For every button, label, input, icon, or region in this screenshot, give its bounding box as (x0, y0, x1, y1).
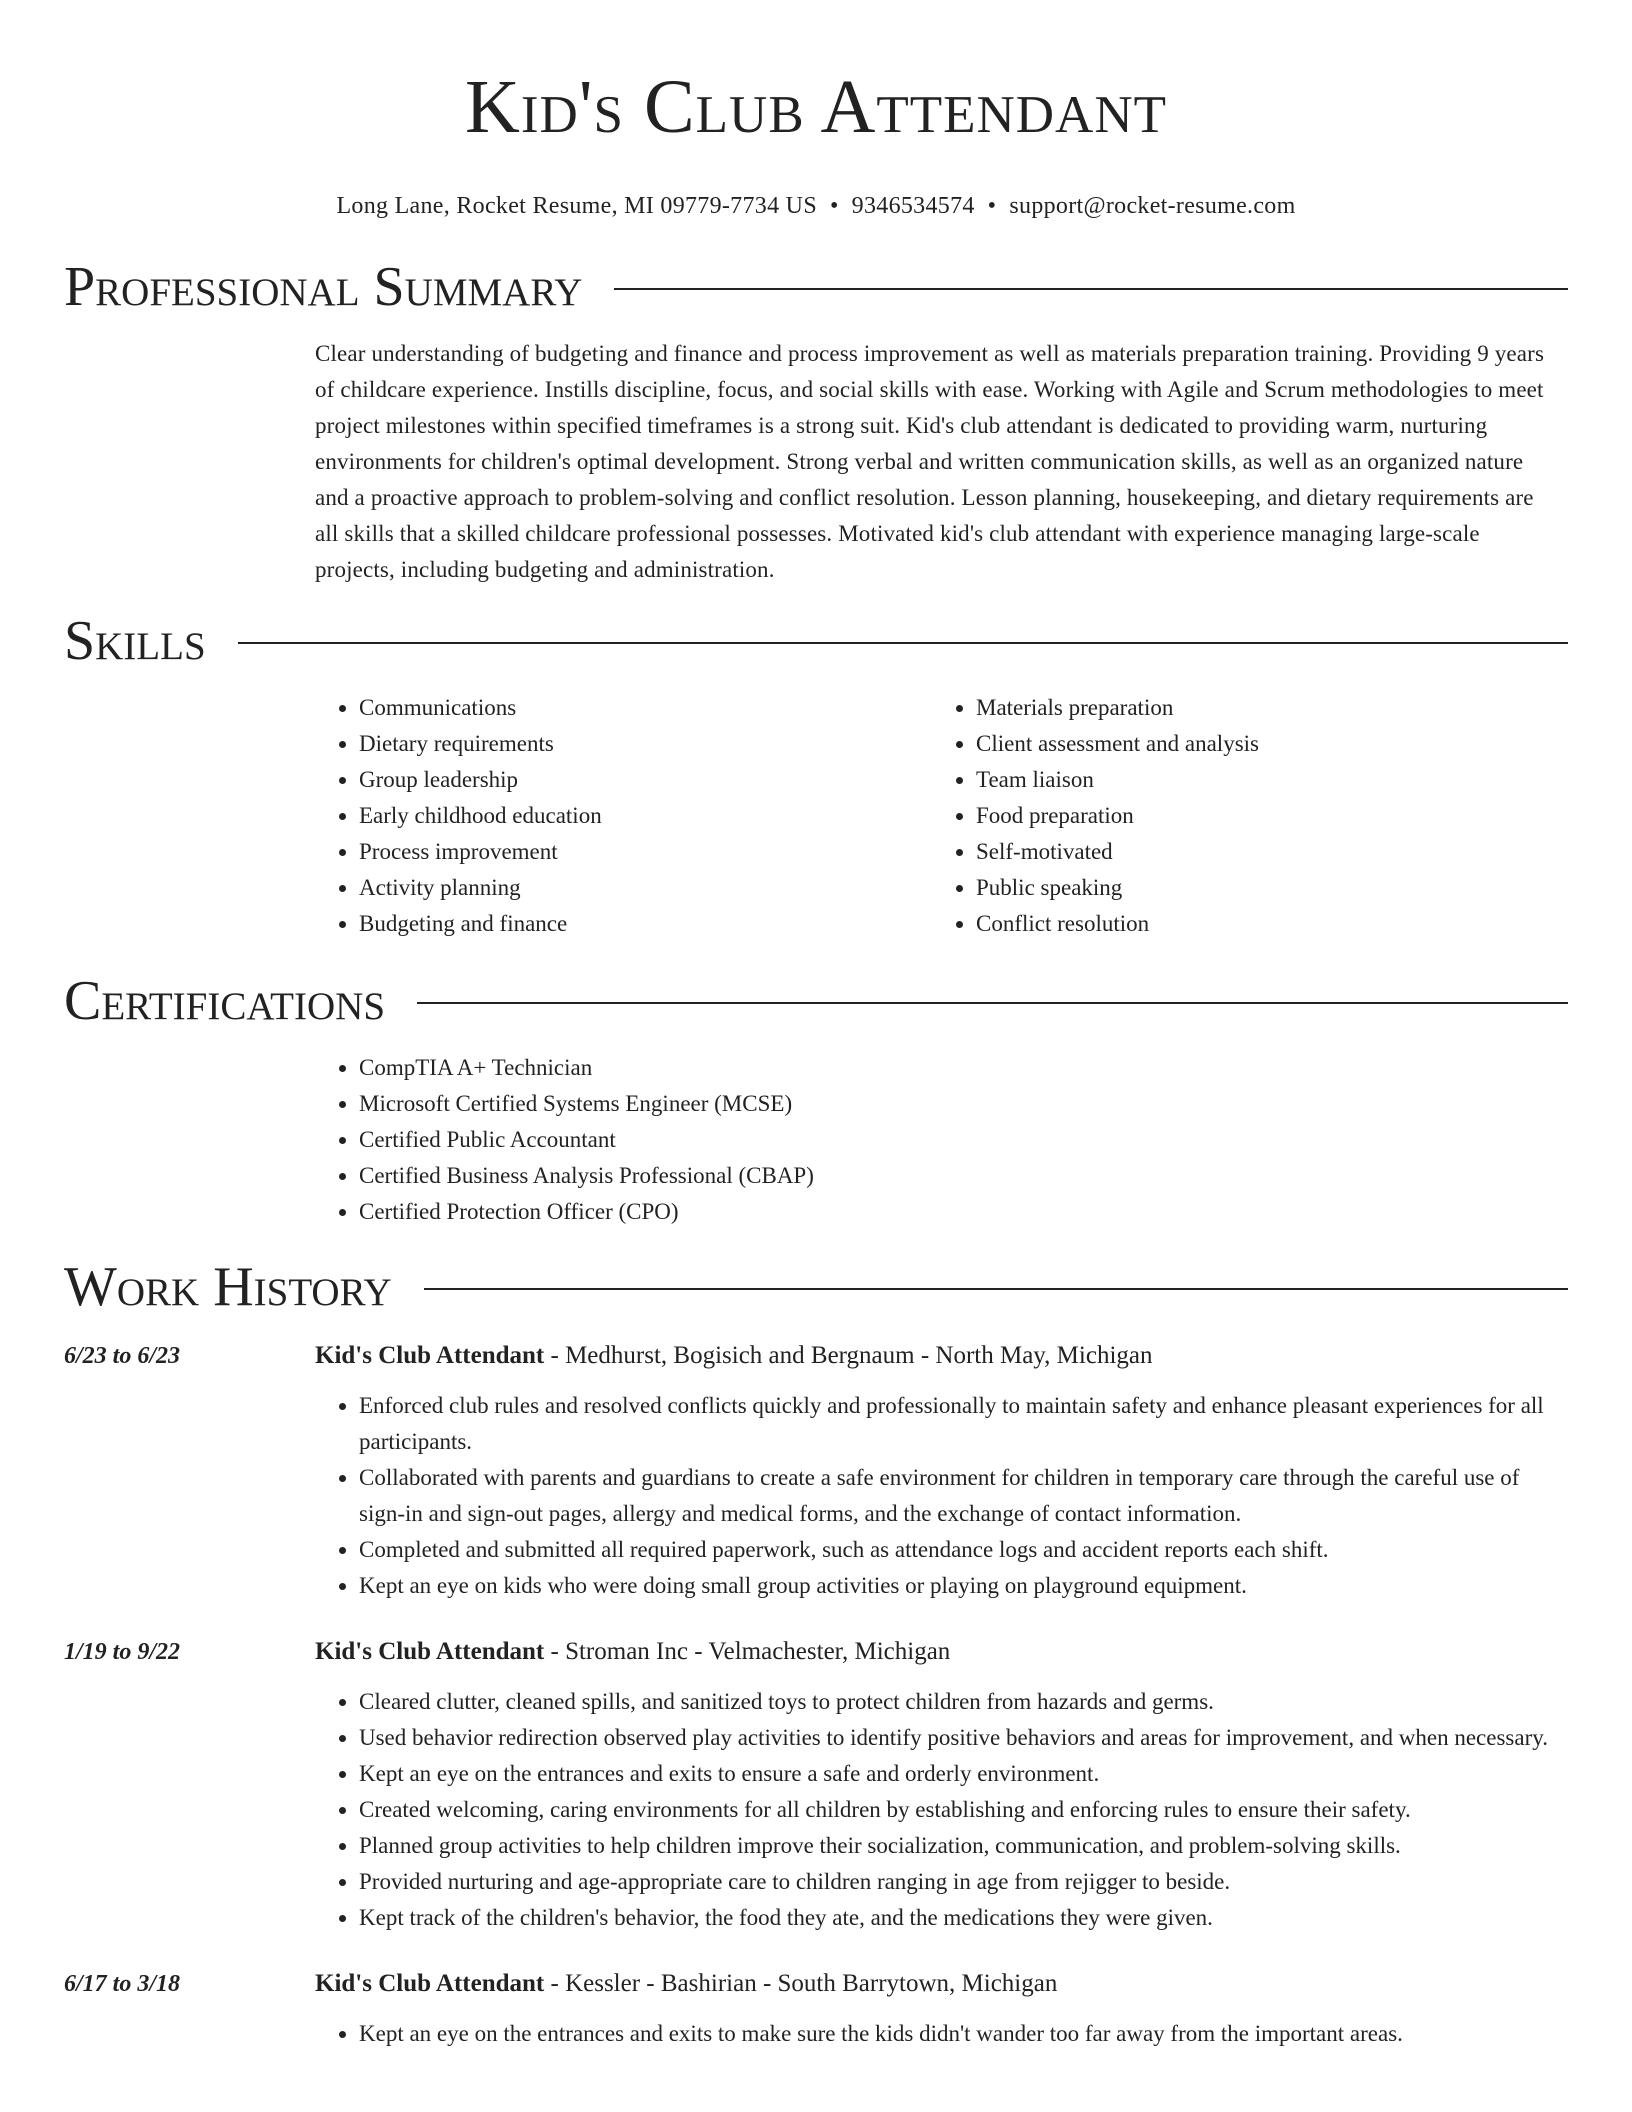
summary-title: Professional Summary (64, 256, 583, 318)
job-bullet: • Cleared clutter, cleaned spills, and sanitized toys to protect children from hazards and germs. (359, 1684, 1568, 1720)
skill-item: • Materials preparation (976, 690, 1549, 726)
contact-line (64, 190, 1568, 222)
work-history-title: Work History (64, 1256, 392, 1318)
job-dates: 6/17 to 3/18 (64, 1971, 181, 1997)
job-bullet: • Kept an eye on kids who were doing small group activities or playing on playground equipment. (359, 1568, 1568, 1604)
job-employer: - Stroman Inc - Velmachester, Michigan (544, 1638, 951, 1665)
summary-section (64, 252, 1568, 588)
contact-separator: • (987, 193, 997, 219)
certification-item: • Certified Business Analysis Professional (CBAP) (359, 1158, 1568, 1194)
section-divider (417, 1002, 1568, 1004)
contact-address: Long Lane, Rocket Resume, MI 09779-7734 US (336, 193, 817, 219)
skills-header (64, 606, 1568, 676)
skill-item: • Early childhood education (359, 798, 932, 834)
job-bullets (315, 2016, 1568, 2052)
job-dates: 6/23 to 6/23 (64, 1343, 181, 1369)
job-bullet: • Kept an eye on the entrances and exits to ensure a safe and orderly environment. (359, 1756, 1568, 1792)
contact-phone: 9346534574 (851, 193, 975, 219)
certifications-section (64, 966, 1568, 1230)
contact-email[interactable]: support@rocket-resume.com (1009, 193, 1296, 219)
resume-page (64, 0, 1568, 2052)
job-title-line (315, 1338, 1568, 1374)
skill-item: • Team liaison (976, 762, 1549, 798)
skill-item: • Activity planning (359, 870, 932, 906)
skill-item: • Communications (359, 690, 932, 726)
section-divider (614, 288, 1568, 290)
certifications-list (315, 1050, 1568, 1230)
job-dates: 1/19 to 9/22 (64, 1639, 181, 1665)
job-title: Kid's Club Attendant (315, 1970, 545, 1997)
resume-name: Kid's Club Attendant (465, 65, 1167, 149)
skill-item: • Process improvement (359, 834, 932, 870)
job-bullet: • Kept an eye on the entrances and exits to make sure the kids didn't wander too far away from the important areas. (359, 2016, 1568, 2052)
section-divider (238, 642, 1568, 644)
certification-item: • Certified Protection Officer (CPO) (359, 1194, 1568, 1230)
job-bullets (315, 1388, 1568, 1604)
job-bullets (315, 1684, 1568, 1936)
skills-title: Skills (64, 610, 206, 672)
job-title-line (315, 1966, 1568, 2002)
job-bullet: • Planned group activities to help children improve their socialization, communication, and problem-solving skills. (359, 1828, 1568, 1864)
skill-item: • Group leadership (359, 762, 932, 798)
job-bullet: • Completed and submitted all required paperwork, such as attendance logs and accident reports each shift. (359, 1532, 1568, 1568)
skills-section (64, 606, 1568, 942)
job-title: Kid's Club Attendant (315, 1638, 545, 1665)
certifications-title: Certifications (64, 970, 386, 1032)
skill-item: • Client assessment and analysis (976, 726, 1549, 762)
job-employer: - Medhurst, Bogisich and Bergnaum - North May, Michigan (544, 1342, 1153, 1369)
skill-item: • Budgeting and finance (359, 906, 932, 942)
skills-column-right (932, 690, 1549, 942)
summary-text: Clear understanding of budgeting and finance and process improvement as well as materials preparation training. Providing 9 years of childcare experience. Instills discipline, focus, and social skills with ease. Working with Agile and Scrum methodologies to meet project milestones within specified timeframes is a strong suit. Kid's club attendant is dedicated to providing warm, nurturing environments for children's optimal development. Strong verbal and written communication skills, as well as an organized nature and a proactive approach to problem-solving and conflict resolution. Lesson planning, housekeeping, and dietary requirements are all skills that a skilled childcare professional possesses. Motivated kid's club attendant with experience managing large-scale projects, including budgeting and administration. (315, 341, 1545, 582)
job-bullet: • Enforced club rules and resolved conflicts quickly and professionally to maintain safety and enhance pleasant experiences for all participants. (359, 1388, 1568, 1460)
skill-item: • Dietary requirements (359, 726, 932, 762)
job-body (315, 1338, 1568, 1604)
job-bullet: • Created welcoming, caring environments for all children by establishing and enforcing rules to ensure their safety. (359, 1792, 1568, 1828)
contact-separator: • (829, 193, 839, 219)
section-divider (424, 1288, 1568, 1290)
certification-item: • Certified Public Accountant (359, 1122, 1568, 1158)
job-bullet: • Kept track of the children's behavior, the food they ate, and the medications they were given. (359, 1900, 1568, 1936)
certification-item: • CompTIA A+ Technician (359, 1050, 1568, 1086)
certifications-header (64, 966, 1568, 1036)
certification-item: • Microsoft Certified Systems Engineer (MCSE) (359, 1086, 1568, 1122)
job-title: Kid's Club Attendant (315, 1342, 545, 1369)
job-employer: - Kessler - Bashirian - South Barrytown, Michigan (544, 1970, 1058, 1997)
skill-item: • Food preparation (976, 798, 1549, 834)
job-entry (64, 1634, 1568, 1936)
job-entry (64, 1338, 1568, 1604)
job-bullet: • Used behavior redirection observed play activities to identify positive behaviors and areas for improvement, and when necessary. (359, 1720, 1568, 1756)
job-bullet: • Collaborated with parents and guardians to create a safe environment for children in temporary care through the careful use of sign-in and sign-out pages, allergy and medical forms, and the exchange of contact information. (359, 1460, 1568, 1532)
work-history-header (64, 1252, 1568, 1322)
summary-header (64, 252, 1568, 322)
skill-item: • Conflict resolution (976, 906, 1549, 942)
skill-item: • Public speaking (976, 870, 1549, 906)
job-body (315, 1966, 1568, 2052)
job-title-line (315, 1634, 1568, 1670)
work-history-section (64, 1252, 1568, 2052)
skill-item: • Self-motivated (976, 834, 1549, 870)
job-body (315, 1634, 1568, 1936)
job-bullet: • Provided nurturing and age-appropriate care to children ranging in age from rejigger to beside. (359, 1864, 1568, 1900)
skills-list (315, 690, 1568, 942)
skills-column-left (315, 690, 932, 942)
job-entry (64, 1966, 1568, 2052)
